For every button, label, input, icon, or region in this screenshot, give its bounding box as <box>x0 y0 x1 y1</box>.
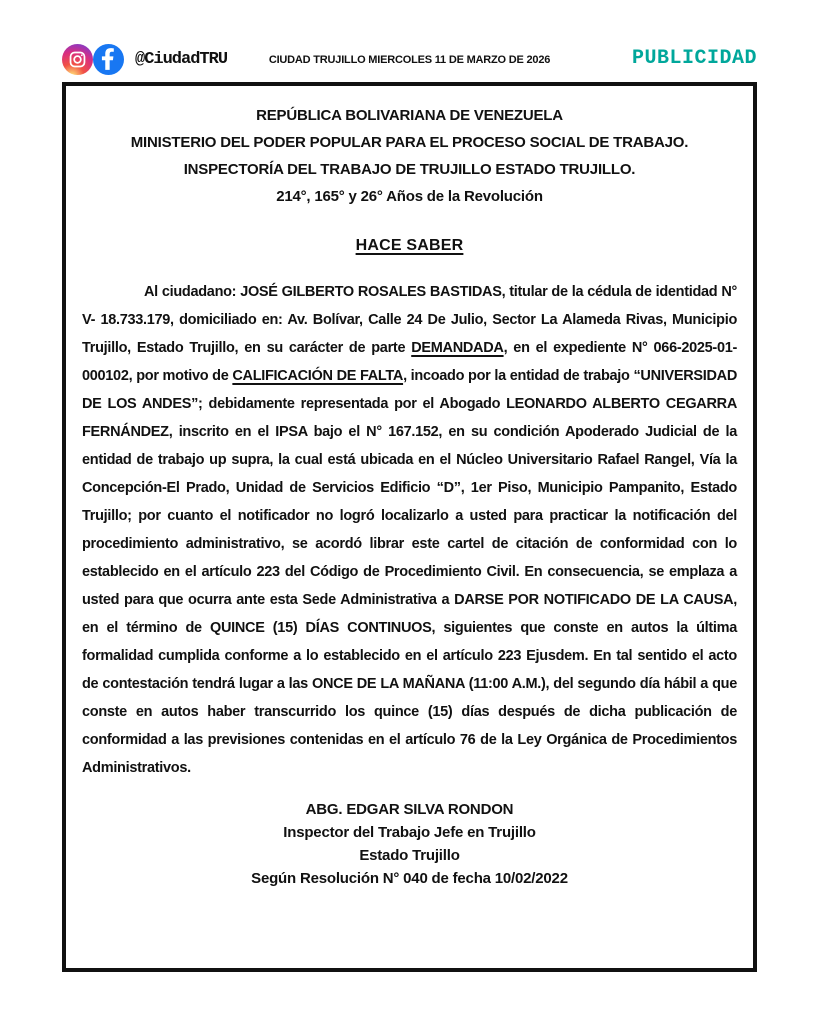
signature-name: ABG. EDGAR SILVA RONDON <box>305 801 514 818</box>
body-text-2: , en el expediente N° 066-2025-01-000102, por motivo de <box>82 340 737 384</box>
body-text-1: Al ciudadano: JOSÉ GILBERTO ROSALES BASTIDAS, titular de la cédula de identidad N° V- 18.733.179, domiciliado en: Av. Bolívar, Calle 24 De Julio, Sector La Alameda Rivas, Municipio Trujillo, Estado Trujillo, en su carácter de parte <box>82 284 737 356</box>
masthead <box>62 44 757 80</box>
legal-notice-document <box>62 82 757 972</box>
letterhead-line-ministry: MINISTERIO DEL PODER POPULAR PARA EL PROCESO SOCIAL DE TRABAJO. <box>130 134 689 151</box>
signature-title: Inspector del Trabajo Jefe en Trujillo <box>283 824 536 841</box>
signature-resolution: Según Resolución N° 040 de fecha 10/02/2022 <box>251 870 568 887</box>
body-text-3: , incoado por la entidad de trabajo “UNIVERSIDAD DE LOS ANDES”; debidamente representada por el Abogado LEONARDO ALBERTO CEGARRA FERNÁNDEZ, inscrito en el IPSA bajo el N° 167.152, en su condición Apoderado Judicial de la entidad de trabajo up supra, la cual está ubicada en el Núcleo Universitario Rafael Rangel, Vía la Concepción-El Prado, Unidad de Servicios Edificio “D”, 1er Piso, Municipio Pampanito, Estado Trujillo; por cuanto el notificador no logró localizarlo a usted para practicar la notificación del procedimiento administrativo, se acordó librar este cartel de citación de conformidad con lo establecido en el artículo 223 del Código de Procedimiento Civil. En consecuencia, se emplaza a usted para que ocurra ante esta Sede Administrativa a DARSE POR NOTIFICADO DE LA CAUSA, en el término de QUINCE (15) DÍAS CONTINUOS, siguientes que conste en autos la última formalidad cumplida conforme a lo establecido en el artículo 223 Ejusdem. En tal sentido el acto de contestación tendrá lugar a las ONCE DE LA MAÑANA (11:00 A.M.), del segundo día hábil a que conste en autos haber transcurrido los quince (15) días después de dicha publicación de conformidad a las previsiones contenidas en el artículo 76 de la Ley Orgánica de Procedimientos Administrativos. <box>82 368 737 776</box>
letterhead-line-republic: REPÚBLICA BOLIVARIANA DE VENEZUELA <box>256 107 563 124</box>
publicidad-label: PUBLICIDAD <box>631 47 757 70</box>
signature-region: Estado Trujillo <box>359 847 460 864</box>
letterhead-line-inspectorate: INSPECTORÍA DEL TRABAJO DE TRUJILLO ESTADO TRUJILLO. <box>183 161 636 178</box>
masthead-date-line: CIUDAD TRUJILLO MIERCOLES 11 DE MARZO DE 2026 <box>268 54 551 66</box>
social-handle: @CiudadTRU <box>135 50 228 69</box>
body-text-demandada-underlined: DEMANDADA <box>411 340 504 356</box>
social-group <box>62 44 227 75</box>
notice-body <box>82 278 737 782</box>
document-letterhead <box>82 102 737 210</box>
notice-title: HACE SABER <box>355 237 464 254</box>
instagram-icon <box>62 44 93 75</box>
signature-block <box>82 798 737 890</box>
letterhead-line-revolution-years: 214°, 165° y 26° Años de la Revolución <box>276 188 543 205</box>
body-text-calificacion-underlined: CALIFICACIÓN DE FALTA <box>232 368 404 384</box>
facebook-icon <box>93 44 124 75</box>
